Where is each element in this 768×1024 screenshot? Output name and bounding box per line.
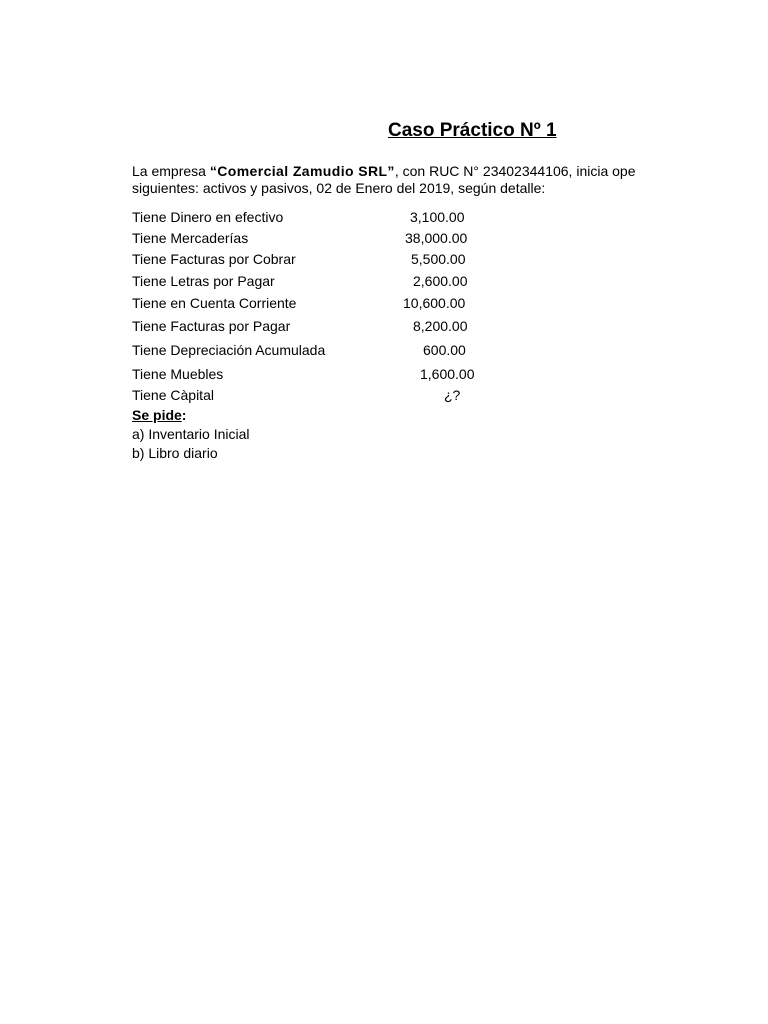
intro-prefix: La empresa [132, 163, 210, 179]
request-heading [132, 407, 186, 423]
item-value: 10,600.00 [403, 295, 466, 311]
item-label: Tiene en Cuenta Corriente [132, 295, 297, 311]
item-value: 2,600.00 [413, 273, 468, 289]
item-value: 5,500.00 [411, 251, 466, 267]
item-value: 38,000.00 [405, 230, 468, 246]
item-label: Tiene Depreciación Acumulada [132, 342, 326, 358]
item-value: 8,200.00 [413, 318, 468, 334]
intro-line-1 [132, 163, 768, 180]
request-colon: : [181, 407, 187, 423]
item-label: Tiene Facturas por Pagar [132, 318, 291, 334]
intro-line-2: siguientes: activos y pasivos, 02 de Enero del 2019, según detalle: [132, 180, 546, 196]
item-label: Tiene Mercaderías [132, 230, 249, 246]
item-value: 3,100.00 [410, 209, 465, 225]
item-label: Tiene Càpital [132, 387, 214, 403]
item-label: Tiene Dinero en efectivo [132, 209, 284, 225]
company-name: “Comercial Zamudio SRL” [209, 163, 395, 179]
item-label: Tiene Facturas por Cobrar [132, 251, 296, 267]
intro-paragraph [132, 163, 768, 197]
document-title: Caso Práctico Nº 1 [388, 120, 557, 141]
item-value: 1,600.00 [420, 366, 475, 382]
intro-suffix: , con RUC N° 23402344106, inicia ope [394, 163, 636, 179]
item-label: Tiene Letras por Pagar [132, 273, 275, 289]
task-item: b) Libro diario [132, 445, 218, 461]
item-value: ¿? [444, 387, 461, 403]
request-label: Se pide [132, 407, 182, 423]
task-item: a) Inventario Inicial [132, 426, 250, 442]
item-label: Tiene Muebles [132, 366, 224, 382]
item-value: 600.00 [423, 342, 466, 358]
